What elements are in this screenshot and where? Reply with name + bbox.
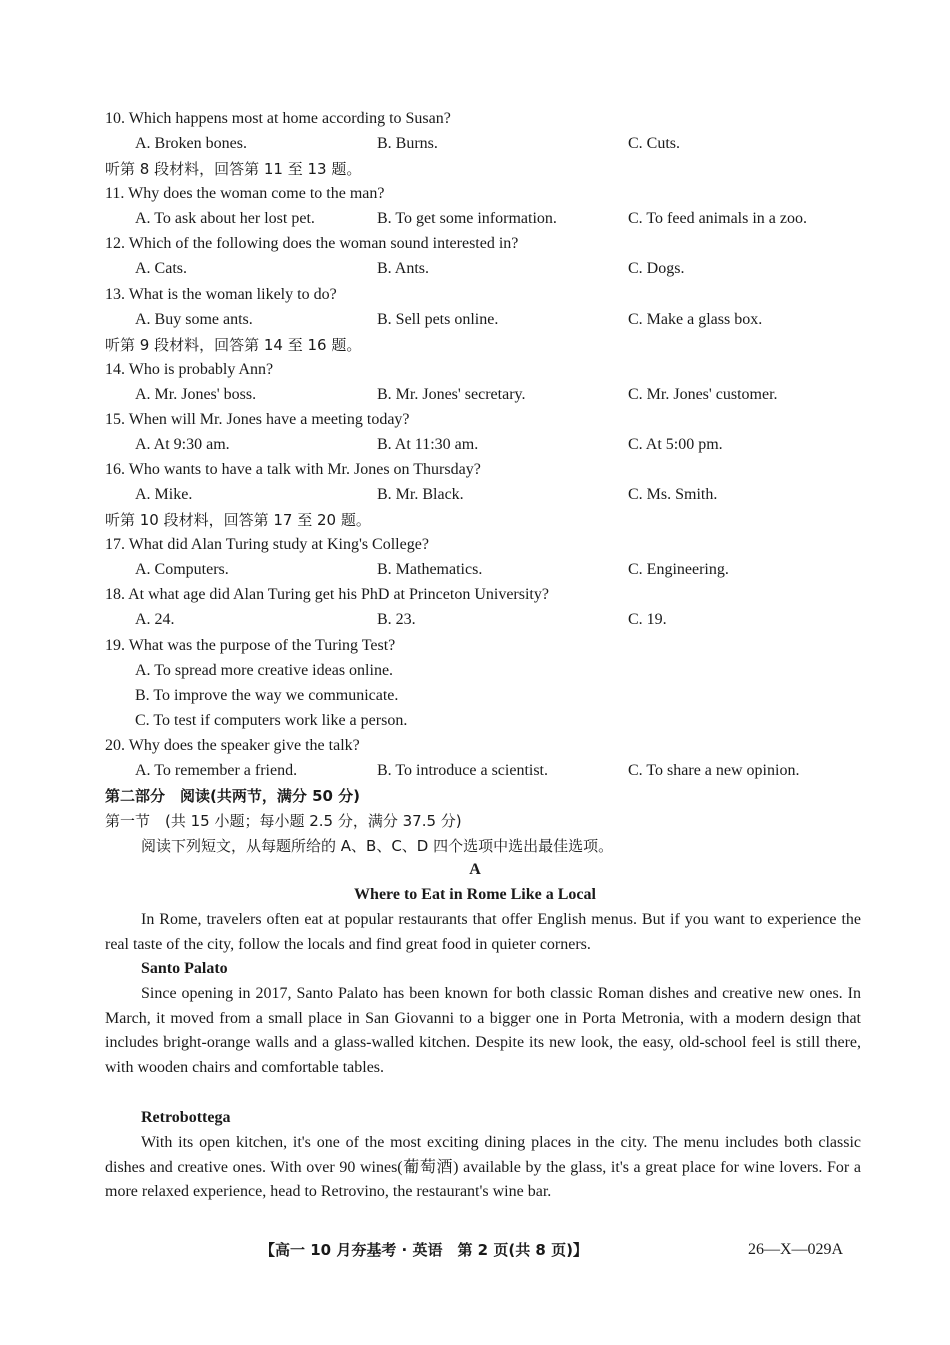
subheading-retrobottega: Retrobottega [141,1109,231,1126]
question-10-stem: 10. Which happens most at home according to Susan? [105,110,451,127]
question-11-option-c: C. To feed animals in a zoo. [628,210,807,227]
question-20-option-c: C. To share a new opinion. [628,762,800,779]
instruction-material-9: 听第 9 段材料，回答第 14 至 16 题。 [105,336,362,354]
question-15-stem: 15. When will Mr. Jones have a meeting today? [105,411,410,428]
question-20-option-b: B. To introduce a scientist. [377,762,548,779]
question-14-option-c: C. Mr. Jones' customer. [628,386,778,403]
passage-title: Where to Eat in Rome Like a Local [354,886,596,903]
question-17-stem: 17. What did Alan Turing study at King's College? [105,536,429,553]
footer-title: 【高一 10 月夯基考 · 英语 第 2 页(共 8 页)】 [260,1241,588,1259]
question-19-option-a: A. To spread more creative ideas online. [135,662,394,679]
question-13-option-a: A. Buy some ants. [135,311,253,328]
question-16-stem: 16. Who wants to have a talk with Mr. Jones on Thursday? [105,461,481,478]
reading-instruction: 阅读下列短文，从每题所给的 A、B、C、D 四个选项中选出最佳选项。 [141,837,614,855]
paragraph-retrobottega: With its open kitchen, it's one of the most exciting dining places in the city. The menu includes both classic dishes and creative ones. With over 90 wines(葡萄酒) available by the glass, it's a great place for wine lovers. For a more relaxed experience, head to Retrovino, the restaurant's wine bar. [105,1134,861,1201]
question-13-option-c: C. Make a glass box. [628,311,763,328]
question-14-option-a: A. Mr. Jones' boss. [135,386,257,403]
question-18-option-c: C. 19. [628,611,667,628]
question-19-stem: 19. What was the purpose of the Turing Test? [105,637,396,654]
question-14-option-b: B. Mr. Jones' secretary. [377,386,526,403]
question-20-option-a: A. To remember a friend. [135,762,298,779]
question-13-stem: 13. What is the woman likely to do? [105,286,337,303]
question-12-stem: 12. Which of the following does the woman sound interested in? [105,235,519,252]
question-16-option-a: A. Mike. [135,486,193,503]
question-11-option-a: A. To ask about her lost pet. [135,210,315,227]
question-19-option-b: B. To improve the way we communicate. [135,687,399,704]
part-two-title: 第二部分 阅读(共两节，满分 50 分) [105,787,361,805]
question-18-option-a: A. 24. [135,611,175,628]
passage-letter: A [469,861,481,878]
subheading-santo-palato: Santo Palato [141,960,228,977]
question-17-option-a: A. Computers. [135,561,229,578]
question-10-option-b: B. Burns. [377,135,438,152]
question-15-option-b: B. At 11:30 am. [377,436,479,453]
question-15-option-a: A. At 9:30 am. [135,436,230,453]
question-11-stem: 11. Why does the woman come to the man? [105,185,385,202]
question-11-option-b: B. To get some information. [377,210,557,227]
question-14-stem: 14. Who is probably Ann? [105,361,274,378]
instruction-material-10: 听第 10 段材料，回答第 17 至 20 题。 [105,511,371,529]
question-20-stem: 20. Why does the speaker give the talk? [105,737,360,754]
question-15-option-c: C. At 5:00 pm. [628,436,723,453]
paragraph-santo-palato: Since opening in 2017, Santo Palato has been known for both classic Roman dishes and creative new ones. In March, it moved from a small place in San Giovanni to a bigger one in Porta Metronia, with a modern design that includes bright-orange walls and a glass-walled kitchen. Despite its new look, the easy, old-school feel is still there, with wooden chairs and comfortable tables. [105,985,861,1076]
section-one-title: 第一节 (共 15 小题；每小题 2.5 分，满分 37.5 分) [105,812,462,830]
question-10-option-a: A. Broken bones. [135,135,247,152]
question-12-option-c: C. Dogs. [628,260,685,277]
question-19-option-c: C. To test if computers work like a person. [135,712,408,729]
question-12-option-b: B. Ants. [377,260,430,277]
instruction-material-8: 听第 8 段材料，回答第 11 至 13 题。 [105,160,362,178]
question-10-option-c: C. Cuts. [628,135,681,152]
question-16-option-c: C. Ms. Smith. [628,486,718,503]
question-16-option-b: B. Mr. Black. [377,486,464,503]
passage-intro: In Rome, travelers often eat at popular restaurants that offer English menus. But if you want to experience the real taste of the city, follow the locals and find great food in quieter corners. [105,911,861,953]
question-13-option-b: B. Sell pets online. [377,311,499,328]
question-18-option-b: B. 23. [377,611,416,628]
question-18-stem: 18. At what age did Alan Turing get his PhD at Princeton University? [105,586,549,603]
question-17-option-c: C. Engineering. [628,561,729,578]
question-17-option-b: B. Mathematics. [377,561,483,578]
question-12-option-a: A. Cats. [135,260,187,277]
footer-code: 26—X—029A [748,1241,844,1258]
